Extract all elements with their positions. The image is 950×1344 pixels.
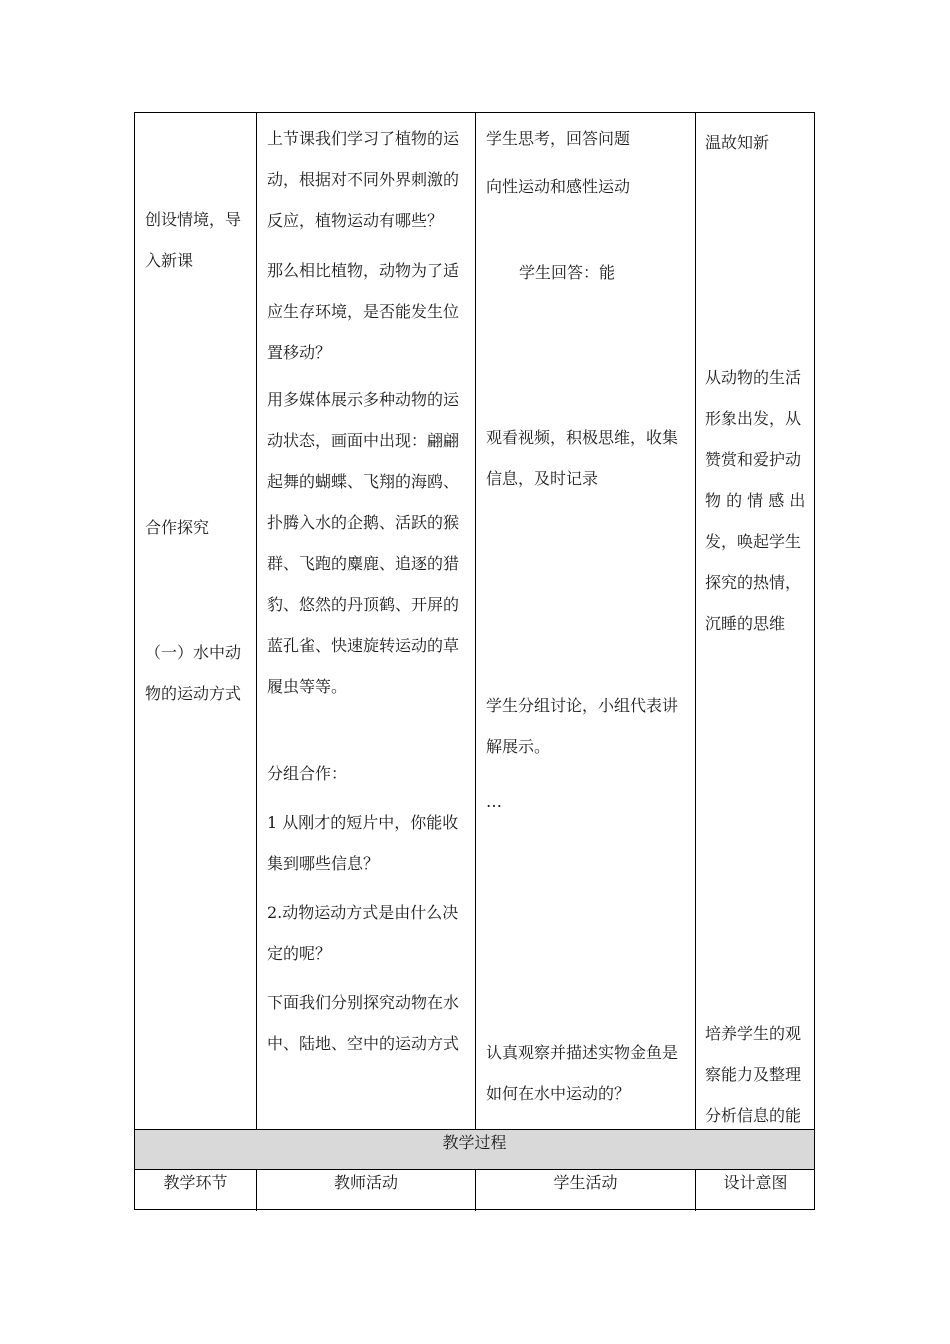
teacher-text: 应生存环境，是否能发生位 xyxy=(267,302,460,321)
student-text: 信息，及时记录 xyxy=(486,469,599,488)
student-text: 学生分组讨论，小组代表讲 xyxy=(486,696,679,715)
header-student-activity: 学生活动 xyxy=(553,1173,618,1192)
teacher-text: 1 从刚才的短片中，你能收 xyxy=(267,813,459,832)
student-text: … xyxy=(486,792,502,811)
intent-text: 沉睡的思维 xyxy=(705,614,786,633)
student-text: 认真观察并描述实物金鱼是 xyxy=(486,1043,679,1062)
teacher-text: 下面我们分别探究动物在水 xyxy=(267,993,460,1012)
stage-intro-line-1: 创设情境，导 xyxy=(145,210,242,229)
lesson-plan-table xyxy=(134,112,815,1210)
intent-text: 培养学生的观 xyxy=(705,1024,802,1043)
teacher-text: 群、飞跑的麋鹿、追逐的猎 xyxy=(267,554,460,573)
intent-text: 察能力及整理 xyxy=(705,1065,802,1084)
student-text: 学生回答：能 xyxy=(519,263,616,282)
teacher-text: 动状态，画面中出现：翩翩 xyxy=(267,431,460,450)
intent-text: 物 的 情 感 出 xyxy=(705,491,806,510)
stage-cooperative-inquiry: 合作探究 xyxy=(145,518,210,537)
teacher-text: 起舞的蝴蝶、飞翔的海鸥、 xyxy=(267,472,460,491)
intent-text: 从动物的生活 xyxy=(705,368,802,387)
student-text: 如何在水中运动的？ xyxy=(486,1084,631,1103)
teacher-text: 中、陆地、空中的运动方式 xyxy=(267,1034,460,1053)
student-text: 观看视频，积极思维，收集 xyxy=(486,428,679,447)
column-divider xyxy=(695,113,696,1129)
student-text: 解展示。 xyxy=(486,737,551,756)
column-divider xyxy=(256,113,257,1129)
header-design-intent: 设计意图 xyxy=(723,1173,788,1192)
teacher-text: 扑腾入水的企鹅、活跃的猴 xyxy=(267,513,460,532)
stage-water-animals-line-2: 物的运动方式 xyxy=(145,684,242,703)
teacher-text: 那么相比植物，动物为了适 xyxy=(267,261,460,280)
teacher-text: 分组合作： xyxy=(267,764,348,783)
teacher-text: 履虫等等。 xyxy=(267,677,348,696)
column-divider xyxy=(475,113,476,1129)
teacher-text: 定的呢？ xyxy=(267,944,332,963)
header-teacher-activity: 教师活动 xyxy=(333,1173,398,1192)
intent-text: 分析信息的能 xyxy=(705,1106,802,1125)
intent-text: 温故知新 xyxy=(705,133,770,152)
process-title: 教学过程 xyxy=(442,1133,507,1152)
intent-text: 赞赏和爱护动 xyxy=(705,450,802,469)
teacher-text: 反应，植物运动有哪些？ xyxy=(267,211,444,230)
teacher-text: 上节课我们学习了植物的运 xyxy=(267,129,460,148)
teacher-text: 集到哪些信息？ xyxy=(267,854,380,873)
teacher-text: 2.动物运动方式是由什么决 xyxy=(267,903,459,922)
teacher-text: 动，根据对不同外界刺激的 xyxy=(267,170,460,189)
intent-text: 发，唤起学生 xyxy=(705,532,802,551)
student-text: 向性运动和感性运动 xyxy=(486,177,631,196)
teacher-text: 蓝孔雀、快速旋转运动的草 xyxy=(267,636,460,655)
stage-intro-line-2: 入新课 xyxy=(145,251,194,270)
student-text: 学生思考，回答问题 xyxy=(486,129,631,148)
teacher-text: 置移动？ xyxy=(267,343,332,362)
stage-water-animals-line-1: （一）水中动 xyxy=(145,643,242,662)
intent-text: 探究的热情， xyxy=(705,573,802,592)
header-teaching-stage: 教学环节 xyxy=(163,1173,228,1192)
intent-text: 形象出发，从 xyxy=(705,409,802,428)
teacher-text: 豹、悠然的丹顶鹤、开屏的 xyxy=(267,595,460,614)
teacher-text: 用多媒体展示多种动物的运 xyxy=(267,390,460,409)
